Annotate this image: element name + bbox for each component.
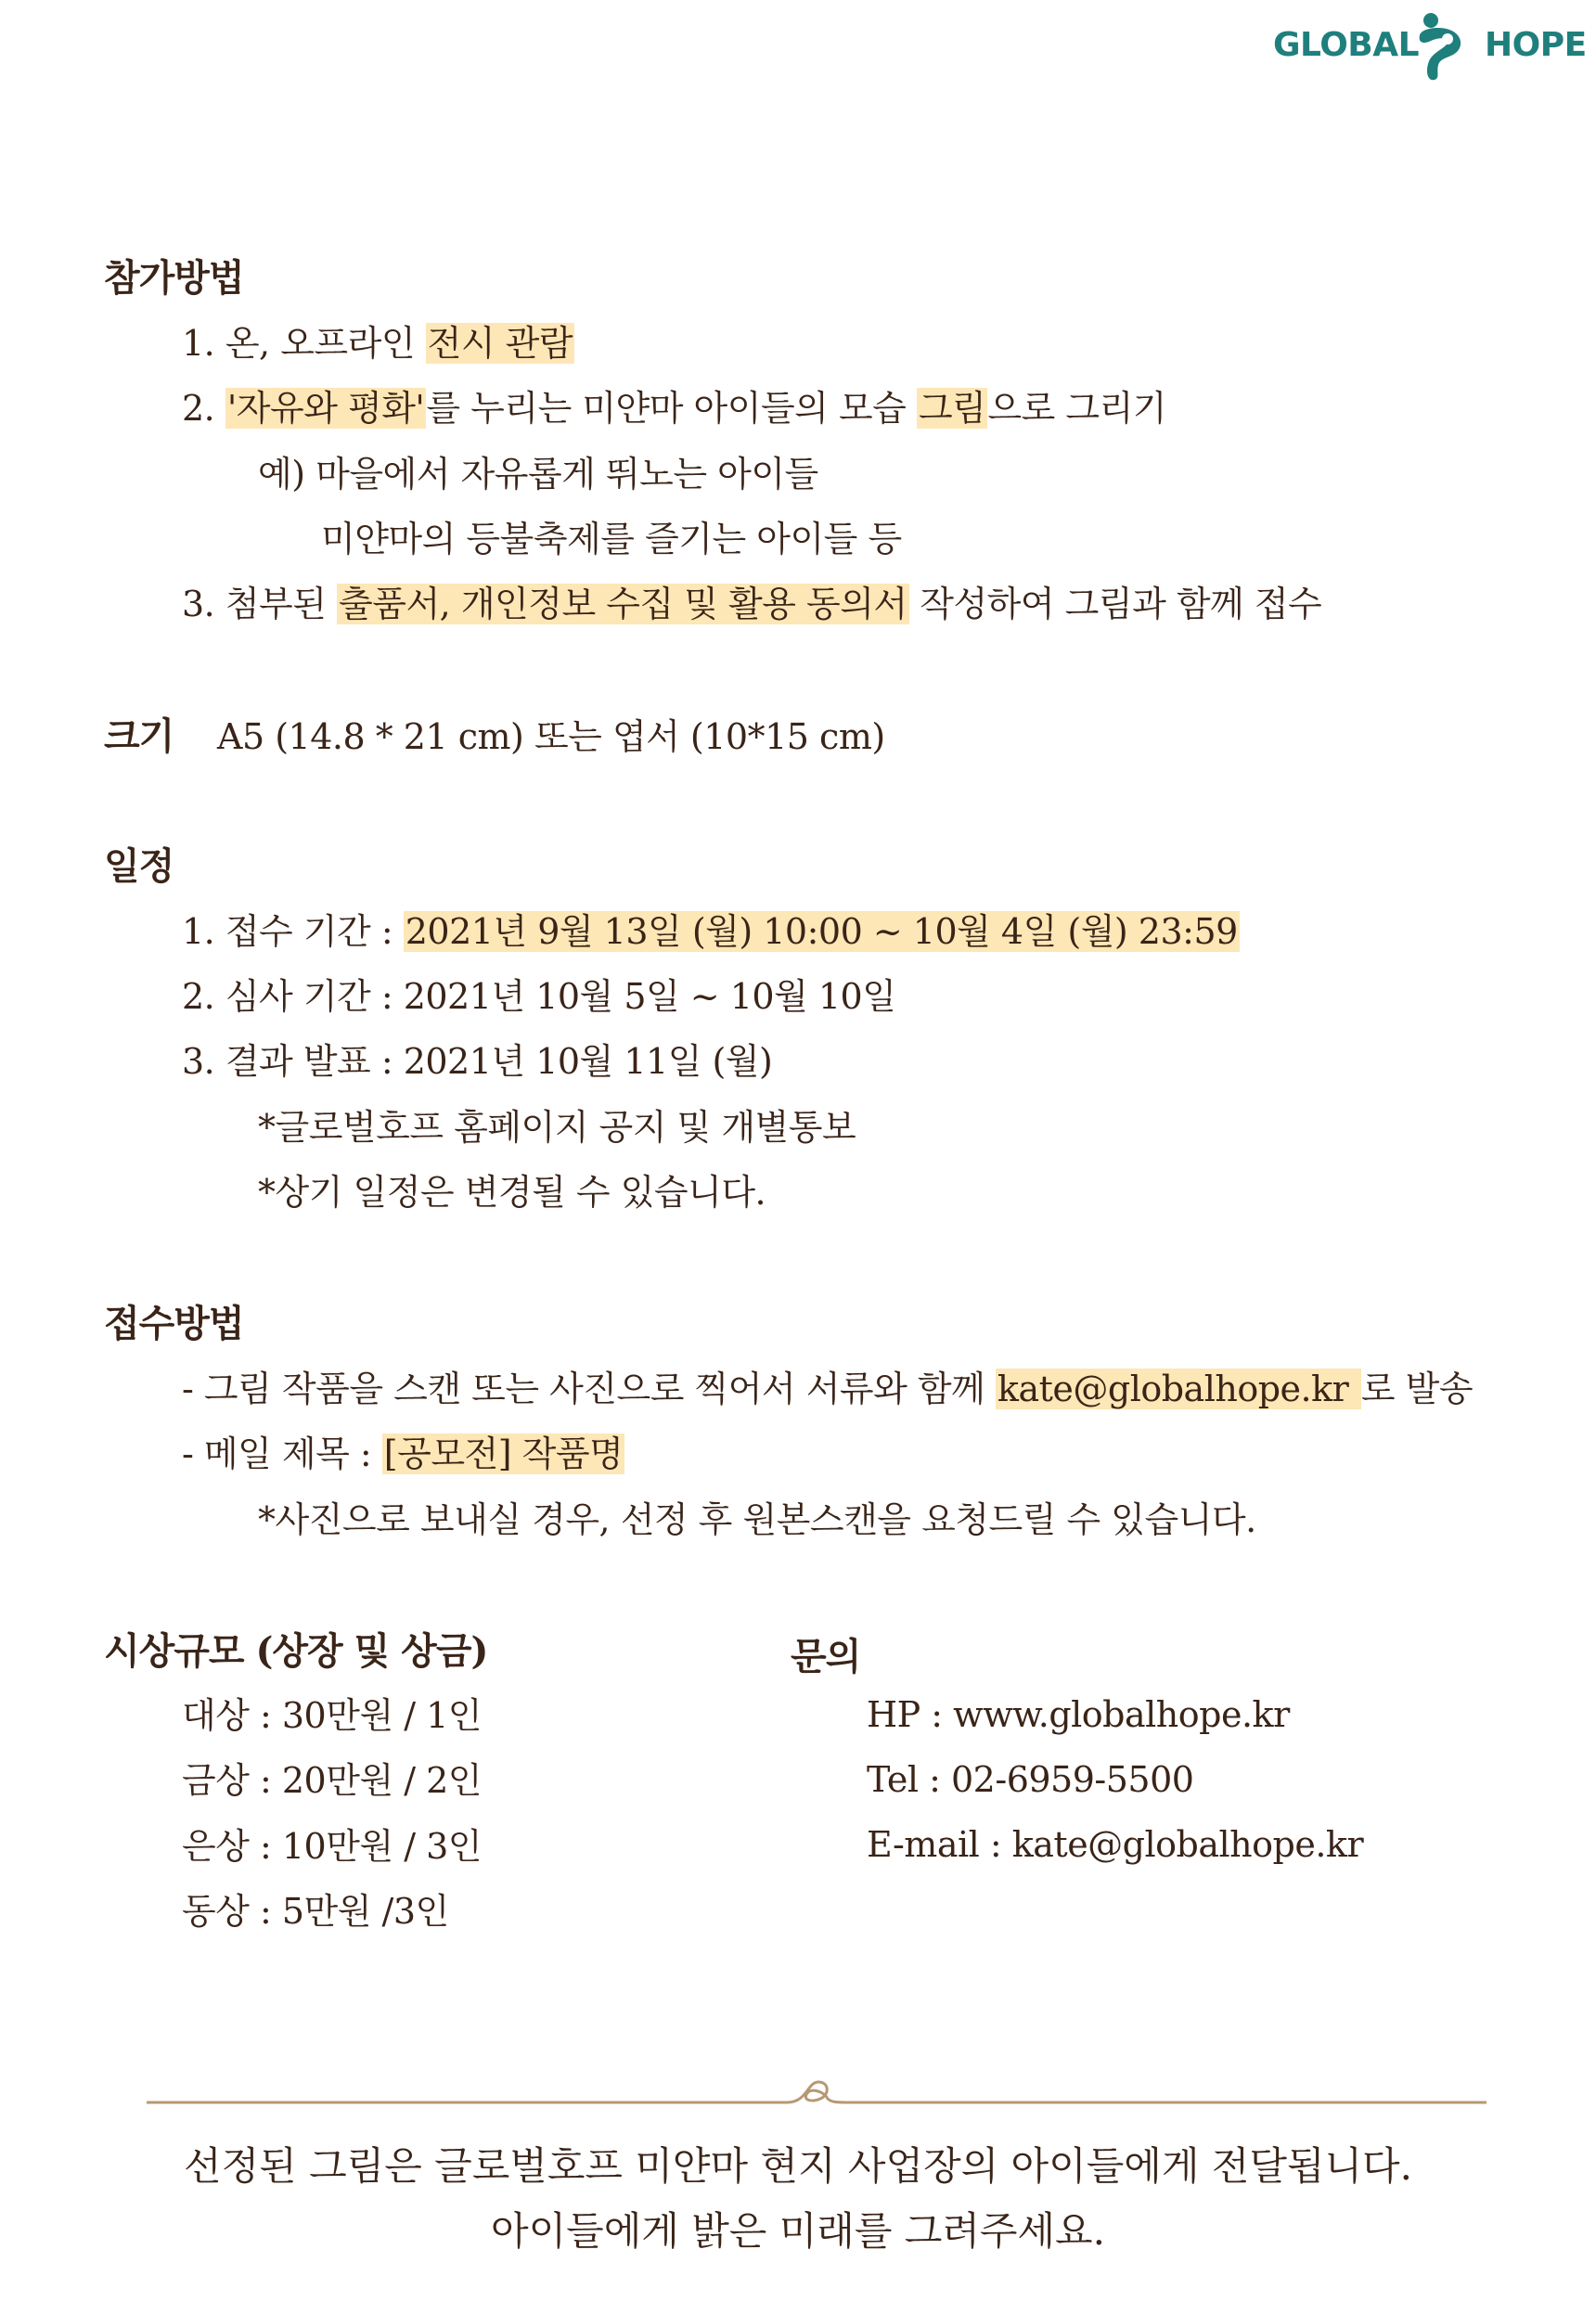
contact-homepage: HP : www.globalhope.kr xyxy=(867,1694,1290,1735)
schedule-line-1-prefix: 1. 접수 기간 : xyxy=(182,911,404,952)
submission-subject-highlight: [공모전] 작품명 xyxy=(383,1433,624,1474)
global-hope-logo xyxy=(1273,7,1587,84)
participation-line-3-suffix: 작성하여 그림과 함께 접수 xyxy=(908,584,1322,624)
award-item-silver: 은상 : 10만원 / 3인 xyxy=(182,1826,482,1867)
participation-line-2-highlight-theme: '자유와 평화' xyxy=(226,388,425,429)
submission-line-1 xyxy=(182,1360,1473,1411)
participation-line-2-highlight-drawing: 그림 xyxy=(918,388,986,429)
schedule-line-2: 2. 심사 기간 : 2021년 10월 5일 ~ 10월 10일 xyxy=(182,976,896,1017)
participation-line-1-text: 1. 온, 오프라인 xyxy=(182,323,426,364)
footer-line-1: 선정된 그림은 글로벌호프 미얀마 현지 사업장의 아이들에게 전달됩니다. xyxy=(184,2143,1412,2189)
participation-line-3 xyxy=(182,575,1321,626)
logo-text-hope: HOPE xyxy=(1485,26,1587,64)
logo-text-global: GLOBAL xyxy=(1273,26,1420,64)
schedule-line-3: 3. 결과 발표 : 2021년 10월 11일 (월) xyxy=(182,1041,773,1082)
participation-line-1 xyxy=(182,315,574,366)
contact-heading: 문의 xyxy=(791,1635,861,1678)
schedule-heading: 일정 xyxy=(104,844,174,888)
participation-heading: 참가방법 xyxy=(104,256,244,300)
participation-example-1: 예) 마을에서 자유롭게 뛰노는 아이들 xyxy=(258,454,818,495)
contact-phone: Tel : 02-6959-5500 xyxy=(867,1759,1194,1800)
submission-line-1-prefix: - 그림 작품을 스캔 또는 사진으로 찍어서 서류와 함께 xyxy=(182,1369,996,1409)
award-item-gold: 금상 : 20만원 / 2인 xyxy=(182,1760,482,1801)
size-heading: 크기 xyxy=(104,714,174,758)
participation-line-3-highlight: 출품서, 개인정보 수집 및 활용 동의서 xyxy=(339,584,907,624)
schedule-line-1 xyxy=(182,903,1240,954)
ornamental-divider xyxy=(147,2075,1487,2114)
submission-line-2-prefix: - 메일 제목 : xyxy=(182,1433,382,1474)
submission-note: *사진으로 보내실 경우, 선정 후 원본스캔을 요청드릴 수 있습니다. xyxy=(258,1499,1256,1540)
schedule-note-1: *글로벌호프 홈페이지 공지 및 개별통보 xyxy=(258,1107,856,1148)
participation-line-1-highlight: 전시 관람 xyxy=(427,323,573,364)
award-item-bronze: 동상 : 5만원 /3인 xyxy=(182,1891,449,1932)
participation-line-2 xyxy=(182,379,1166,431)
size-text: A5 (14.8 * 21 cm) 또는 엽서 (10*15 cm) xyxy=(217,716,885,757)
submission-line-1-suffix: 로 발송 xyxy=(1360,1369,1474,1409)
participation-line-3-prefix: 3. 첨부된 xyxy=(182,584,338,624)
submission-heading: 접수방법 xyxy=(104,1302,244,1345)
participation-example-2: 미얀마의 등불축제를 즐기는 아이들 등 xyxy=(321,519,902,559)
schedule-line-1-highlight: 2021년 9월 13일 (월) 10:00 ~ 10월 4일 (월) 23:59 xyxy=(405,911,1238,952)
schedule-note-2: *상기 일정은 변경될 수 있습니다. xyxy=(258,1172,766,1213)
submission-line-2 xyxy=(182,1425,624,1476)
participation-line-2-suffix: 으로 그리기 xyxy=(987,388,1167,429)
participation-line-2-num: 2. xyxy=(182,388,225,429)
submission-email-highlight: kate@globalhope.kr xyxy=(997,1369,1359,1409)
footer-line-2: 아이들에게 밝은 미래를 그려주세요. xyxy=(491,2208,1105,2254)
hope-figure-icon xyxy=(1412,7,1470,84)
awards-heading: 시상규모 (상장 및 상금) xyxy=(104,1629,488,1673)
award-item-grand: 대상 : 30만원 / 1인 xyxy=(182,1695,482,1736)
contact-email: E-mail : kate@globalhope.kr xyxy=(867,1824,1364,1865)
participation-line-2-mid: 를 누리는 미얀마 아이들의 모습 xyxy=(426,388,917,429)
